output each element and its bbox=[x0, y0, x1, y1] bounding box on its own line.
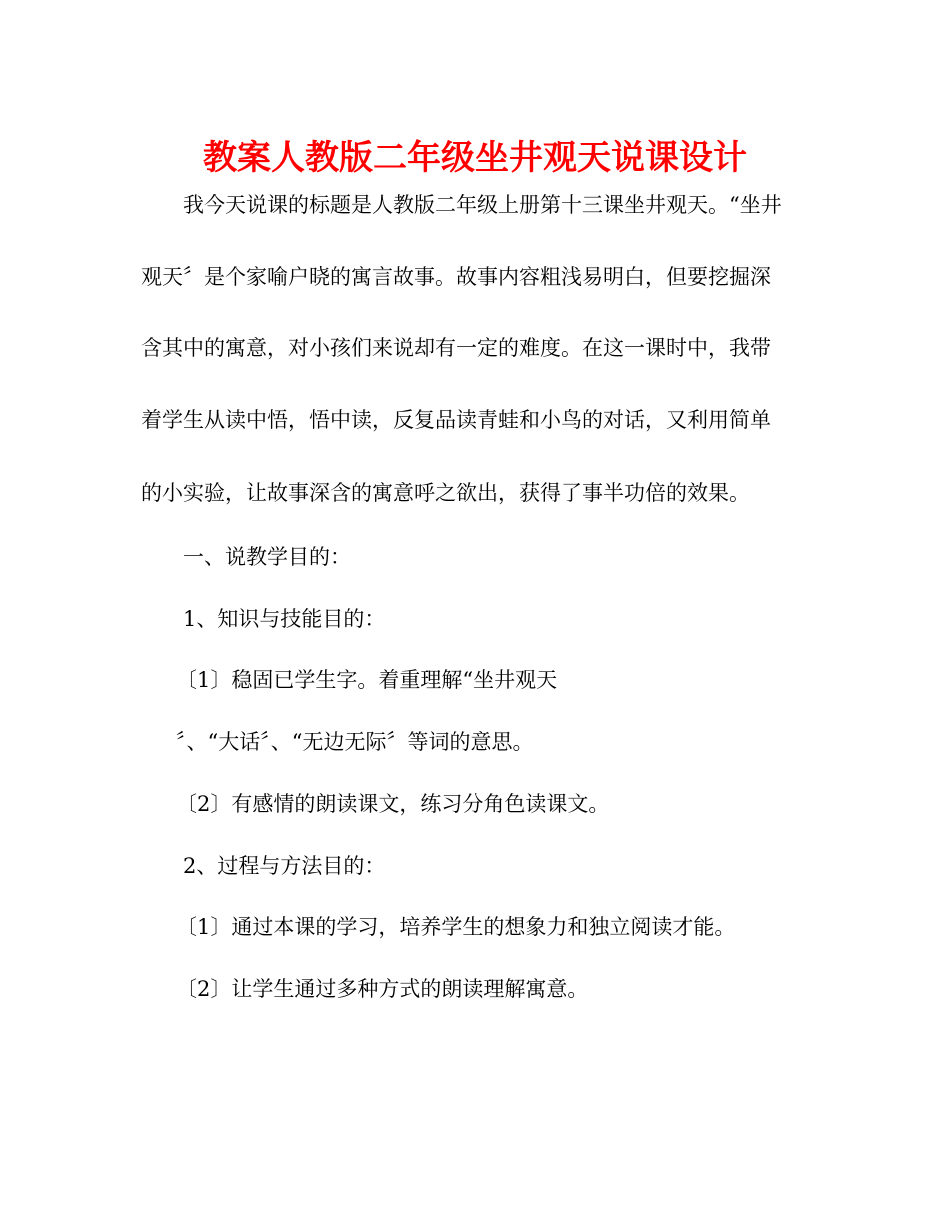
document-title: 教案人教版二年级坐井观天说课设计 bbox=[203, 138, 747, 178]
section-heading-objectives: 一、说教学目的： bbox=[183, 545, 351, 569]
subsection-heading-knowledge: 1、知识与技能目的： bbox=[183, 607, 386, 631]
item-2-1: 〔1〕通过本课的学习，培养学生的想象力和独立阅读才能。 bbox=[176, 915, 736, 939]
item-2-2: 〔2〕让学生通过多种方式的朗读理解寓意。 bbox=[176, 977, 589, 1001]
item-1-1-line-2: 〞、“大话〞、“无边无际〞等词的意思。 bbox=[176, 730, 534, 754]
subsection-heading-process: 2、过程与方法目的： bbox=[183, 854, 386, 878]
intro-line-3: 含其中的寓意，对小孩们来说却有一定的难度。在这一课时中，我带 bbox=[141, 336, 771, 360]
item-1-2: 〔2〕有感情的朗读课文，练习分角色读课文。 bbox=[176, 792, 610, 816]
intro-line-1: 我今天说课的标题是人教版二年级上册第十三课坐井观天。“坐井 bbox=[183, 193, 782, 217]
intro-line-2: 观天〞是个家喻户晓的寓言故事。故事内容粗浅易明白，但要挖掘深 bbox=[141, 265, 771, 289]
intro-line-5: 的小实验，让故事深含的寓意呼之欲出，获得了事半功倍的效果。 bbox=[141, 481, 750, 505]
item-1-1-line-1: 〔1〕稳固已学生字。着重理解“坐井观天 bbox=[176, 668, 558, 692]
intro-line-4: 着学生从读中悟，悟中读，反复品读青蛙和小鸟的对话，又利用简单 bbox=[141, 408, 771, 432]
